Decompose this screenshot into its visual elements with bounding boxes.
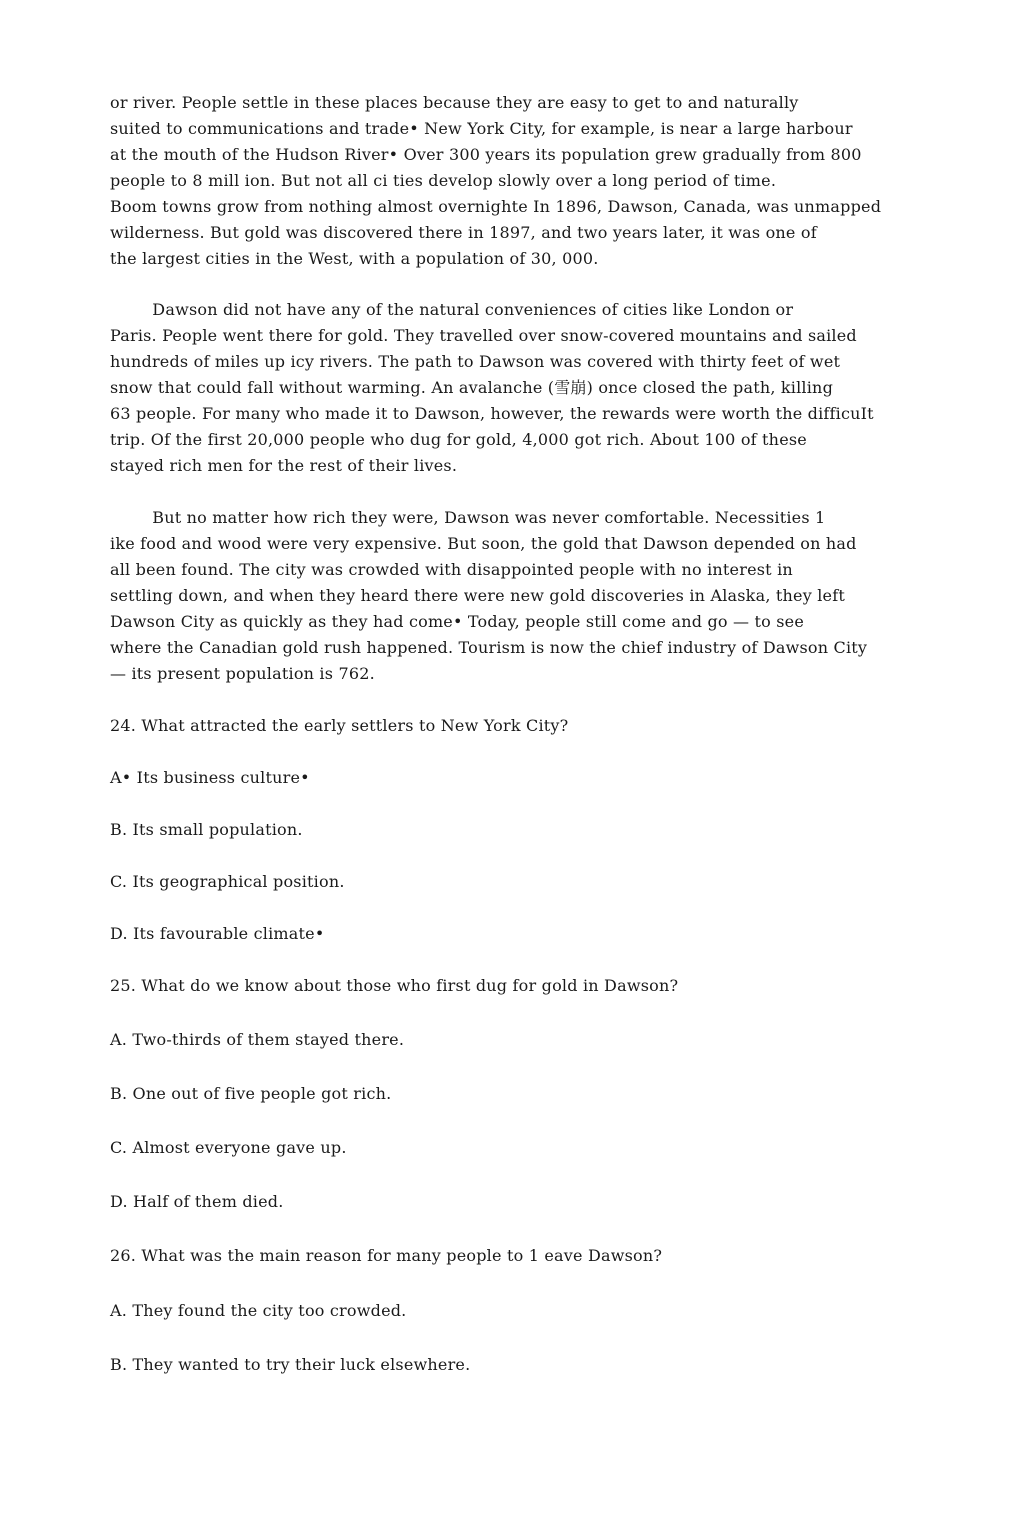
question-24-option-a: A• Its business culture• [110, 768, 310, 787]
question-26-option-b: B. They wanted to try their luck elsewhere. [110, 1355, 471, 1374]
passage-paragraph-3: But no matter how rich they were, Dawson was never comfortable. Necessities 1 ike food and wood were very expensive. But soon, the gold that Dawson depended on had all been found. The city was crowded with disappointed people with no interest in settling down, and when they heard there were new gold discoveries in Alaska, they left Dawson City as quickly as they had come• Today, people still come and go — to see where the Canadian gold rush happened. Tourism is now the chief industry of Dawson City — its present population is 762. [110, 508, 868, 683]
question-24-option-c: C. Its geographical position. [110, 872, 345, 891]
question-25-option-d: D. Half of them died. [110, 1192, 284, 1211]
passage-paragraph-2: Dawson did not have any of the natural conveniences of cities like London or Paris. People went there for gold. They travelled over snow-covered mountains and sailed hundreds of miles up icy rivers. The path to Dawson was covered with thirty feet of wet snow that could fall without warming. An avalanche (雪崩) once closed the path, killing 63 people. For many who made it to Dawson, however, the rewards were worth the difficuIt trip. Of the first 20,000 people who dug for gold, 4,000 got rich. About 100 of these stayed rich men for the rest of their lives. [110, 300, 874, 475]
question-25-option-c: C. Almost everyone gave up. [110, 1138, 347, 1157]
question-24-option-b: B. Its small population. [110, 820, 303, 839]
question-24-stem: 24. What attracted the early settlers to New York City? [110, 716, 569, 735]
question-25-stem: 25. What do we know about those who first dug for gold in Dawson? [110, 976, 679, 995]
question-25-option-a: A. Two-thirds of them stayed there. [110, 1030, 405, 1049]
question-26-stem: 26. What was the main reason for many people to 1 eave Dawson? [110, 1246, 663, 1265]
question-24-option-d: D. Its favourable climate• [110, 924, 325, 943]
question-25-option-b: B. One out of five people got rich. [110, 1084, 392, 1103]
passage-paragraph-1: or river. People settle in these places because they are easy to get to and naturally suited to communications and trade• New York City, for example, is near a large harbour at the mouth of the Hudson River• Over 300 years its population grew gradually from 800 people to 8 mill ion. But not all ci ties develop slowly over a long period of time. Boom towns grow from nothing almost overnighte In 1896, Dawson, Canada, was unmapped wilderness. But gold was discovered there in 1897, and two years later, it was one of the largest cities in the West, with a population of 30, 000. [110, 93, 882, 268]
question-26-option-a: A. They found the city too crowded. [110, 1301, 407, 1320]
